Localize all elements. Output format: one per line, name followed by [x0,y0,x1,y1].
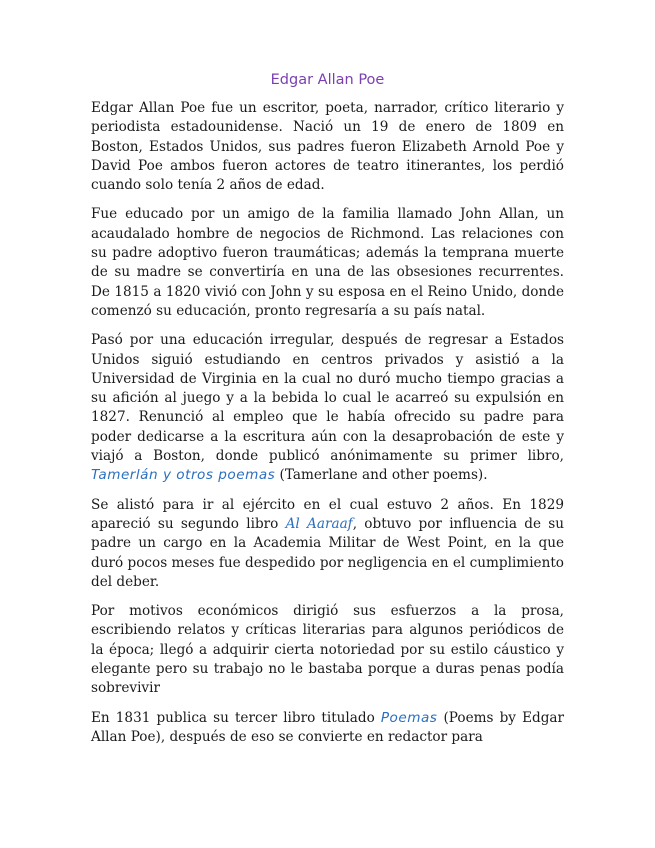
paragraph-3 [91,331,564,485]
book-link-poemas[interactable]: Poemas [380,709,438,726]
paragraph-5: Por motivos económicos dirigió sus esfuerzos a la prosa, escribiendo relatos y críticas literarias para algunos periódicos de la época; llegó a adquirir cierta notoriedad por su estilo cáustico y elegante pero su trabajo no le bastaba porque a duras penas podía sobrevivir [91,603,564,697]
paragraph-4-text-after: , obtuvo por influencia de su padre un cargo en la Academia Militar de West Point, en la que duró pocos meses fue despedido por negligencia en el cumplimiento del deber. [91,515,565,590]
book-link-tamerlan[interactable]: Tamerlán y otros poemas [91,467,276,484]
book-link-al-aaraaf[interactable]: Al Aaraaf [285,515,353,532]
paragraph-1: Edgar Allan Poe fue un escritor, poeta, narrador, crítico literario y periodista estadounidense. Nació un 19 de enero de 1809 en Boston, Estados Unidos, sus padres fueron Elizabeth Arnold Poe y David Poe ambos fueron actores de teatro itinerantes, los perdió cuando solo tenía 2 años de edad. [91,100,564,194]
document-page [91,70,564,757]
document-title: Edgar Allan Poe [270,72,385,88]
paragraph-6-text-after: (Poems by Edgar Allan Poe), después de eso se convierte en redactor para [91,709,564,745]
paragraph-3-text-before: Pasó por una educación irregular, después de regresar a Estados Unidos siguió estudiando en centros privados y asistió a la Universidad de Virginia en la cual no duró mucho tiempo gracias a su afición al juego y a la bebida lo cual le acarreó su expulsión en 1827. Renunció al empleo que le había ofrecido su padre para poder dedicarse a la escritura aún con la desaprobación de este y viajó a Boston, donde publicó anónimamente su primer libro, [91,332,564,465]
paragraph-4-text-before: Se alistó para ir al ejército en el cual estuvo 2 años. En 1829 apareció su segundo libro [91,496,564,532]
paragraph-6 [91,709,564,748]
paragraph-2: Fue educado por un amigo de la familia llamado John Allan, un acaudalado hombre de negocios de Richmond. Las relaciones con su padre adoptivo fueron traumáticas; además la temprana muerte de su madre se convertiría en una de las obsesiones recurrentes. De 1815 a 1820 vivió con John y su esposa en el Reino Unido, donde comenzó su educación, pronto regresaría a su país natal. [91,206,564,319]
paragraph-6-text-before: En 1831 publica su tercer libro titulado [91,709,381,726]
paragraph-4 [91,496,564,592]
paragraph-3-text-after: (Tamerlane and other poems). [275,467,488,484]
